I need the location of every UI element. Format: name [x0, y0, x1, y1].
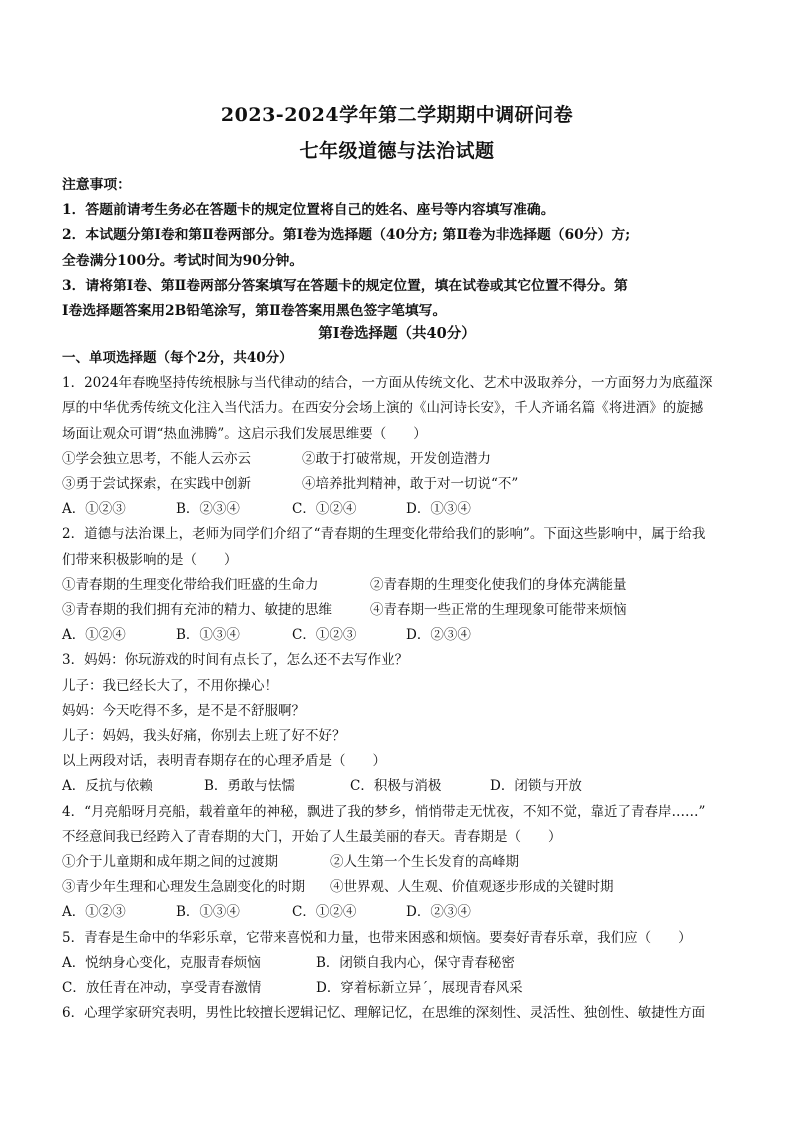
choice-c: C．积极与消极: [350, 778, 442, 795]
exam-subtitle: 七年级道德与法治试题: [299, 140, 495, 162]
statement: ③青春期的我们拥有充沛的精力、敏捷的思维: [62, 602, 332, 619]
choice-a: A．①②④: [62, 627, 126, 644]
statement: ②人生第一个生长发育的高峰期: [330, 854, 519, 871]
question-1-stem: 1．2024年春晚坚持传统根脉与当代律动的结合，一方面从传统文化、艺术中汲取养分，一方面努力为底蕴深: [62, 375, 713, 392]
choice-b: B．②③④: [176, 501, 240, 518]
notes-heading: 注意事项：: [62, 177, 131, 193]
choice-b: B．闭锁自我内心，保守青春秘密: [316, 954, 515, 971]
notes-item: 全卷满分100分。考试时间为90分钟。: [62, 252, 304, 269]
part-heading: 一、单项选择题（每个2分，共40分）: [62, 350, 293, 366]
question-3-line: 3．妈妈：你玩游戏的时间有点长了，怎么还不去写作业？: [62, 652, 409, 669]
questions-section: [62, 346, 738, 1026]
statement: ③勇于尝试探索，在实践中创新: [62, 476, 251, 493]
notes-item: 3．请将第Ⅰ卷、第Ⅱ卷两部分答案填写在答题卡的规定位置，填在试卷或其它位置不得分。第: [62, 277, 628, 294]
choice-a: A．①②③: [62, 501, 126, 518]
question-2-statements: [62, 598, 738, 623]
question-2-stem: 们带来积极影响的是（ ）: [62, 551, 238, 568]
question-4-statements: [62, 850, 738, 875]
notes-item: 2．本试题分第Ⅰ卷和第Ⅱ卷两部分。第Ⅰ卷为选择题（40分方; 第Ⅱ卷为非选择题（60分）方;: [62, 227, 631, 244]
choice-d: D．穿着标新立异ˊ，展现青春风采: [316, 980, 523, 997]
question-3-line: 儿子：妈妈，我头好痛，你别去上班了好不好？: [62, 728, 346, 745]
question-2-stem: 2．道德与法治课上，老师为同学们介绍了“青春期的生理变化带给我们的影响”。下面这些影响中，属于给我: [62, 526, 706, 543]
choice-c: C．①②④: [292, 501, 357, 518]
question-1-stem: 厚的中华优秀传统文化注入当代活力。在西安分会场上演的《山河诗长安》，千人齐诵名篇《将进酒》的旋撼: [62, 400, 704, 417]
statement: ①青春期的生理变化带给我们旺盛的生命力: [62, 576, 319, 593]
section-title: 第Ⅰ卷选择题（共40分）: [318, 325, 476, 342]
notes-section: [62, 173, 738, 324]
question-6-stem: 6．心理学家研究表明，男性比较擅长逻辑记忆、理解记忆，在思维的深刻性、灵活性、独创性、敏捷性方面: [62, 1005, 706, 1022]
question-2-choices: [62, 623, 738, 648]
question-1-stem: 场面让观众可谓“热血沸腾”。这启示我们发展思维要（ ）: [62, 425, 427, 442]
choice-c: C．放任青在冲动，享受青春激情: [62, 980, 262, 997]
choice-d: D．①③④: [406, 501, 471, 518]
question-5-choices: [62, 976, 738, 1001]
choice-b: B．①③④: [176, 627, 240, 644]
question-2-statements: [62, 573, 738, 598]
statement: ③青少年生理和心理发生急剧变化的时期: [62, 879, 305, 896]
question-3-choices: [62, 774, 738, 799]
choice-d: D．②③④: [406, 627, 471, 644]
statement: ②敢于打破常规，开发创造潜力: [302, 450, 491, 467]
question-4-stem: 4．“月亮船呀月亮船，载着童年的神秘，飘进了我的梦乡，悄悄带走无忧夜，不知不觉，靠近了青春岸……”: [62, 803, 706, 820]
statement: ④世界观、人生观、价值观逐步形成的关键时期: [330, 879, 614, 896]
question-1-choices: [62, 497, 738, 522]
statement: ①学会独立思考，不能人云亦云: [62, 450, 251, 467]
statement: ④培养批判精神，敢于对一切说“不”: [302, 476, 519, 493]
choice-c: C．①②③: [292, 627, 357, 644]
choice-a: A．①②③: [62, 904, 126, 921]
exam-title: 2023-2024学年第二学期期中调研问卷: [220, 104, 574, 126]
statement: ①介于儿童期和成年期之间的过渡期: [62, 854, 278, 871]
choice-c: C．①②④: [292, 904, 357, 921]
question-3-line: 妈妈：今天吃得不多，是不是不舒服啊？: [62, 702, 305, 719]
question-4-stem: 不经意间我已经跨入了青春期的大门，开始了人生最美丽的春天。青春期是（ ）: [62, 828, 562, 845]
choice-d: D．②③④: [406, 904, 471, 921]
question-3-line: 以上两段对话，表明青春期存在的心理矛盾是（ ）: [62, 753, 386, 770]
choice-a: A．反抗与依赖: [62, 778, 153, 795]
notes-item: Ⅰ卷选择题答案用2B铅笔涂写，第Ⅱ卷答案用黑色签字笔填写。: [62, 303, 447, 320]
question-5-stem: 5．青春是生命中的华彩乐章，它带来喜悦和力量，也带来困惑和烦恼。要奏好青春乐章，我们应（ ）: [62, 929, 692, 946]
choice-d: D．闭锁与开放: [490, 778, 582, 795]
question-5-choices: [62, 951, 738, 976]
question-1-statements: [62, 472, 738, 497]
question-4-choices: [62, 900, 738, 925]
notes-item: 1．答题前请考生务必在答题卡的规定位置将自己的姓名、座号等内容填写准确。: [62, 202, 555, 219]
statement: ④青春期一些正常的生理现象可能带来烦恼: [370, 602, 627, 619]
statement: ②青春期的生理变化使我们的身体充满能量: [370, 576, 627, 593]
question-3-line: 儿子：我已经长大了，不用你操心！: [62, 677, 278, 694]
question-1-statements: [62, 447, 738, 472]
choice-a: A．悦纳身心变化，克服青春烦恼: [62, 954, 261, 971]
choice-b: B．勇敢与怯懦: [204, 778, 295, 795]
question-4-statements: [62, 875, 738, 900]
choice-b: B．①③④: [176, 904, 240, 921]
